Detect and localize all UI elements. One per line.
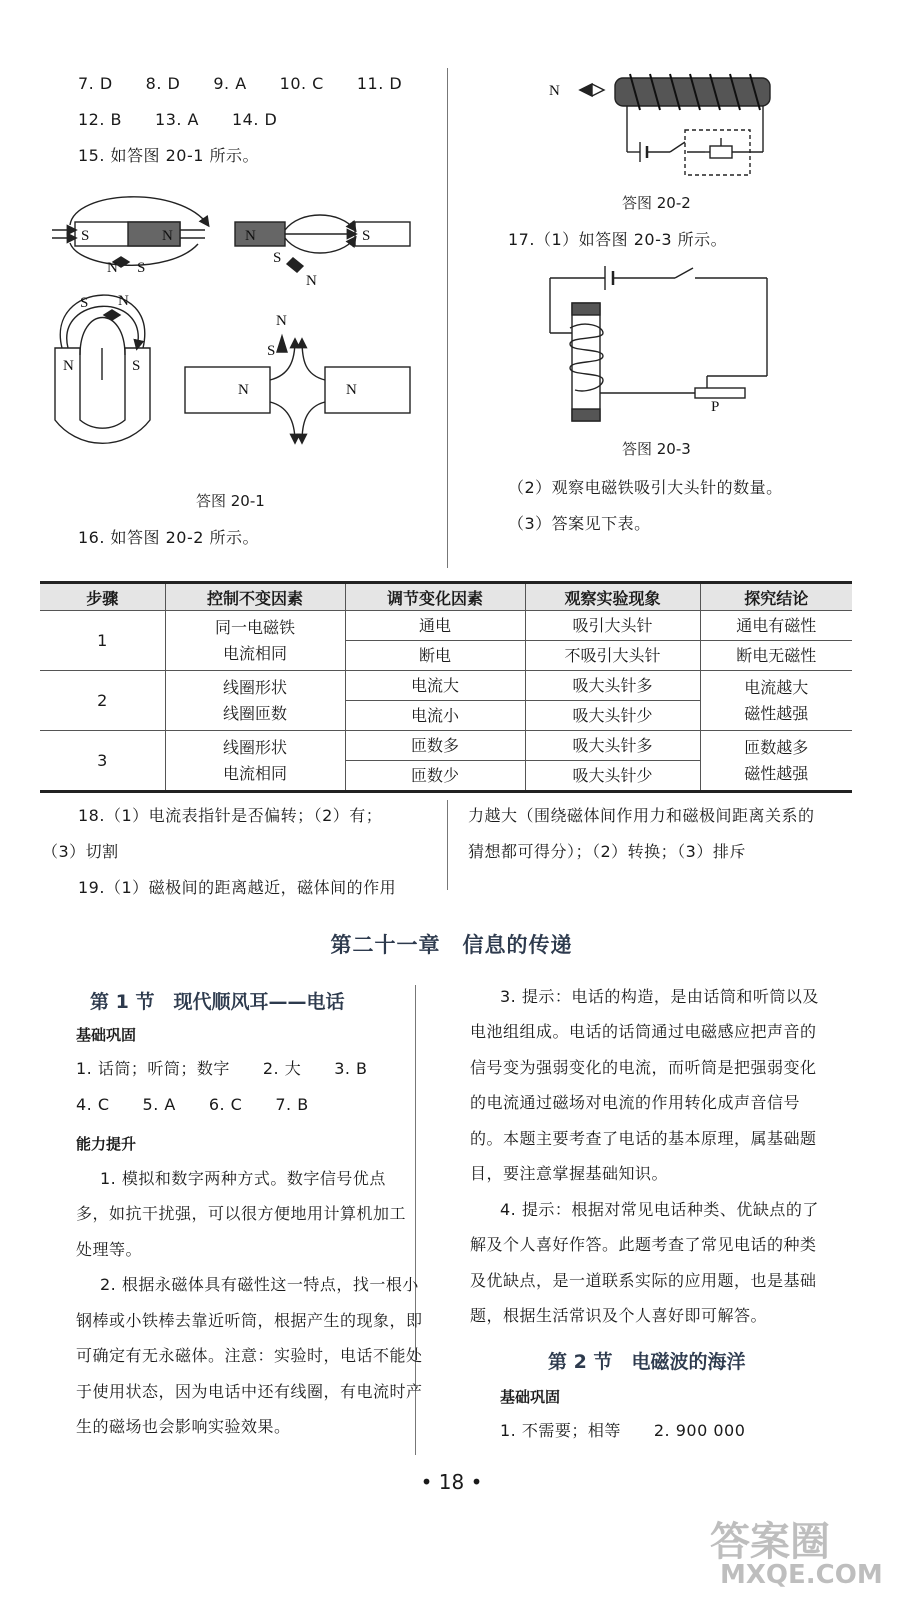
control-line: 线圈匝数 (222, 703, 287, 723)
question-17-1: 17.（1）如答图 20-3 所示。 (508, 230, 728, 249)
fig3-s-label: S (132, 358, 141, 374)
conclusion-cell: 通电有磁性 (700, 611, 852, 641)
ability-p2-line: 钢棒或小铁棒去靠近听筒，根据产生的现象，即 (76, 1311, 423, 1330)
control-line: 电流相同 (222, 763, 287, 783)
ability-p2-line: 于使用状态，因为电话中还有线圈，有电流时产 (76, 1382, 423, 1401)
observation-cell: 吸大头针少 (525, 761, 700, 792)
observation-cell: 吸大头针少 (525, 701, 700, 731)
answers-line-1: 7. D 8. D 9. A 10. C 11. D (78, 74, 403, 93)
watermark-logo: 答案圈 (710, 1519, 830, 1565)
variable-cell: 匝数多 (345, 731, 525, 761)
fig1-needle-n: N (107, 260, 118, 276)
section-2-basic-heading: 基础巩固 (500, 1388, 561, 1406)
control-cell (165, 671, 345, 731)
question-15: 15. 如答图 20-1 所示。 (78, 146, 260, 165)
figure-20-2 (545, 70, 785, 185)
table-row (40, 671, 852, 701)
control-cell (165, 611, 345, 671)
p3-line: 的。本题主要考查了电话的基本原理，属基础题 (470, 1129, 817, 1148)
variable-cell: 通电 (345, 611, 525, 641)
section-2-basic-answers: 1. 不需要；相等 2. 900 000 (500, 1421, 746, 1440)
question-17-3: （3）答案见下表。 (508, 514, 651, 533)
p3-line: 信号变为强弱变化的电流，而听筒是把强弱变化 (470, 1058, 817, 1077)
column-divider-top (447, 68, 448, 568)
variable-cell: 断电 (345, 641, 525, 671)
fig1-n-label: N (162, 228, 173, 244)
conclusion-line: 电流越大 (744, 677, 809, 697)
table-row (40, 611, 852, 641)
control-line: 线圈形状 (222, 677, 287, 697)
header-conclusion: 探究结论 (700, 583, 852, 611)
question-19-line-3: 猜想都可得分）；（2）转换；（3）排斥 (468, 842, 746, 861)
p4-line: 解及个人喜好作答。此题考查了常见电话的种类 (470, 1235, 817, 1254)
variable-cell: 匝数少 (345, 761, 525, 792)
conclusion-cell: 断电无磁性 (700, 641, 852, 671)
question-18-line-1: 18.（1）电流表指针是否偏转；（2）有； (78, 806, 383, 825)
basic-answers-2: 4. C 5. A 6. C 7. B (76, 1095, 309, 1114)
p3-line: 的电流通过磁场对电流的作用转化成声音信号 (470, 1093, 801, 1112)
ability-heading: 能力提升 (76, 1135, 137, 1153)
question-19-line-2: 力越大（围绕磁体间作用力和磁极间距离关系的 (468, 806, 815, 825)
ability-p1-line: 多，如抗干扰强，可以很方便地用计算机加工 (76, 1204, 407, 1223)
p4-line: 及优缺点，是一道联系实际的应用题，也是基础 (470, 1271, 817, 1290)
observation-cell: 吸大头针多 (525, 731, 700, 761)
ability-p2-line: 生的磁场也会影响实验效果。 (76, 1417, 291, 1436)
fig4-needle-s: S (267, 343, 276, 359)
fig-20-2-caption: 答图 20-2 (622, 194, 691, 212)
table-row (40, 731, 852, 761)
basic-heading: 基础巩固 (76, 1026, 137, 1044)
fig2-needle-s: S (273, 250, 282, 266)
fig2-needle-n: N (306, 273, 317, 289)
fig20-3-p-label: P (711, 399, 720, 415)
table-header-row (40, 583, 852, 611)
answers-line-2: 12. B 13. A 14. D (78, 110, 278, 129)
conclusion-cell (700, 671, 852, 731)
question-18-line-2: （3）切割 (42, 842, 119, 861)
fig2-s-label: S (362, 228, 371, 244)
p4-line: 题，根据生活常识及个人喜好即可解答。 (470, 1306, 768, 1325)
p3-line: 3. 提示：电话的构造，是由话筒和听筒以及 (500, 987, 819, 1006)
step-cell: 2 (40, 671, 165, 731)
control-line: 电流相同 (222, 643, 287, 663)
basic-answers-1: 1. 话筒；听筒；数字 2. 大 3. B (76, 1059, 368, 1078)
column-divider-middle (447, 800, 448, 890)
observation-cell: 不吸引大头针 (525, 641, 700, 671)
conclusion-cell (700, 731, 852, 792)
control-line: 同一电磁铁 (214, 617, 295, 637)
step-cell: 3 (40, 731, 165, 792)
page-number: • 18 • (420, 1470, 483, 1494)
question-16: 16. 如答图 20-2 所示。 (78, 528, 260, 547)
header-step: 步骤 (40, 583, 165, 611)
ability-p1-line: 1. 模拟和数字两种方式。数字信号优点 (100, 1169, 386, 1188)
variable-cell: 电流大 (345, 671, 525, 701)
conclusion-line: 匝数越多 (744, 737, 809, 757)
p3-line: 目，要注意掌握基础知识。 (470, 1164, 669, 1183)
observation-cell: 吸引大头针 (525, 611, 700, 641)
fig3-needle-s: S (80, 295, 89, 311)
p4-line: 4. 提示：根据对常见电话种类、优缺点的了 (500, 1200, 819, 1219)
header-variable: 调节变化因素 (345, 583, 525, 611)
header-control: 控制不变因素 (165, 583, 345, 611)
question-17-2: （2）观察电磁铁吸引大头针的数量。 (508, 478, 783, 497)
observation-cell: 吸大头针多 (525, 671, 700, 701)
fig3-n-label: N (63, 358, 74, 374)
watermark-url: MXQE.COM (720, 1560, 883, 1590)
fig20-2-n-label: N (549, 83, 560, 99)
p3-line: 电池组组成。电话的话筒通过电磁感应把声音的 (470, 1022, 817, 1041)
conclusion-line: 磁性越强 (744, 703, 809, 723)
figure-20-3 (545, 258, 775, 433)
fig4-n-left: N (238, 382, 249, 398)
step-cell: 1 (40, 611, 165, 671)
variable-cell: 电流小 (345, 701, 525, 731)
experiment-table (40, 581, 852, 793)
header-observation: 观察实验现象 (525, 583, 700, 611)
fig4-n-right: N (346, 382, 357, 398)
question-19-line-1: 19.（1）磁极间的距离越近，磁体间的作用 (78, 878, 397, 897)
fig3-needle-n: N (118, 293, 129, 309)
control-cell (165, 731, 345, 792)
ability-p1-line: 处理等。 (76, 1240, 143, 1259)
section-2-title: 第 2 节 电磁波的海洋 (548, 1351, 746, 1373)
fig1-needle-s: S (137, 260, 146, 276)
chapter-title: 第二十一章 信息的传递 (330, 933, 573, 957)
fig2-n-label: N (245, 228, 256, 244)
fig-20-1-caption: 答图 20-1 (196, 492, 265, 510)
ability-p2-line: 2. 根据永磁体具有磁性这一特点，找一根小 (100, 1275, 419, 1294)
fig4-needle-n: N (276, 313, 287, 329)
fig-20-3-caption: 答图 20-3 (622, 440, 691, 458)
conclusion-line: 磁性越强 (744, 763, 809, 783)
fig1-s-label: S (81, 228, 90, 244)
section-1-title: 第 1 节 现代顺风耳——电话 (90, 991, 345, 1013)
control-line: 线圈形状 (222, 737, 287, 757)
ability-p2-line: 可确定有无永磁体。注意：实验时，电话不能处 (76, 1346, 423, 1365)
figure-20-1 (40, 180, 440, 480)
